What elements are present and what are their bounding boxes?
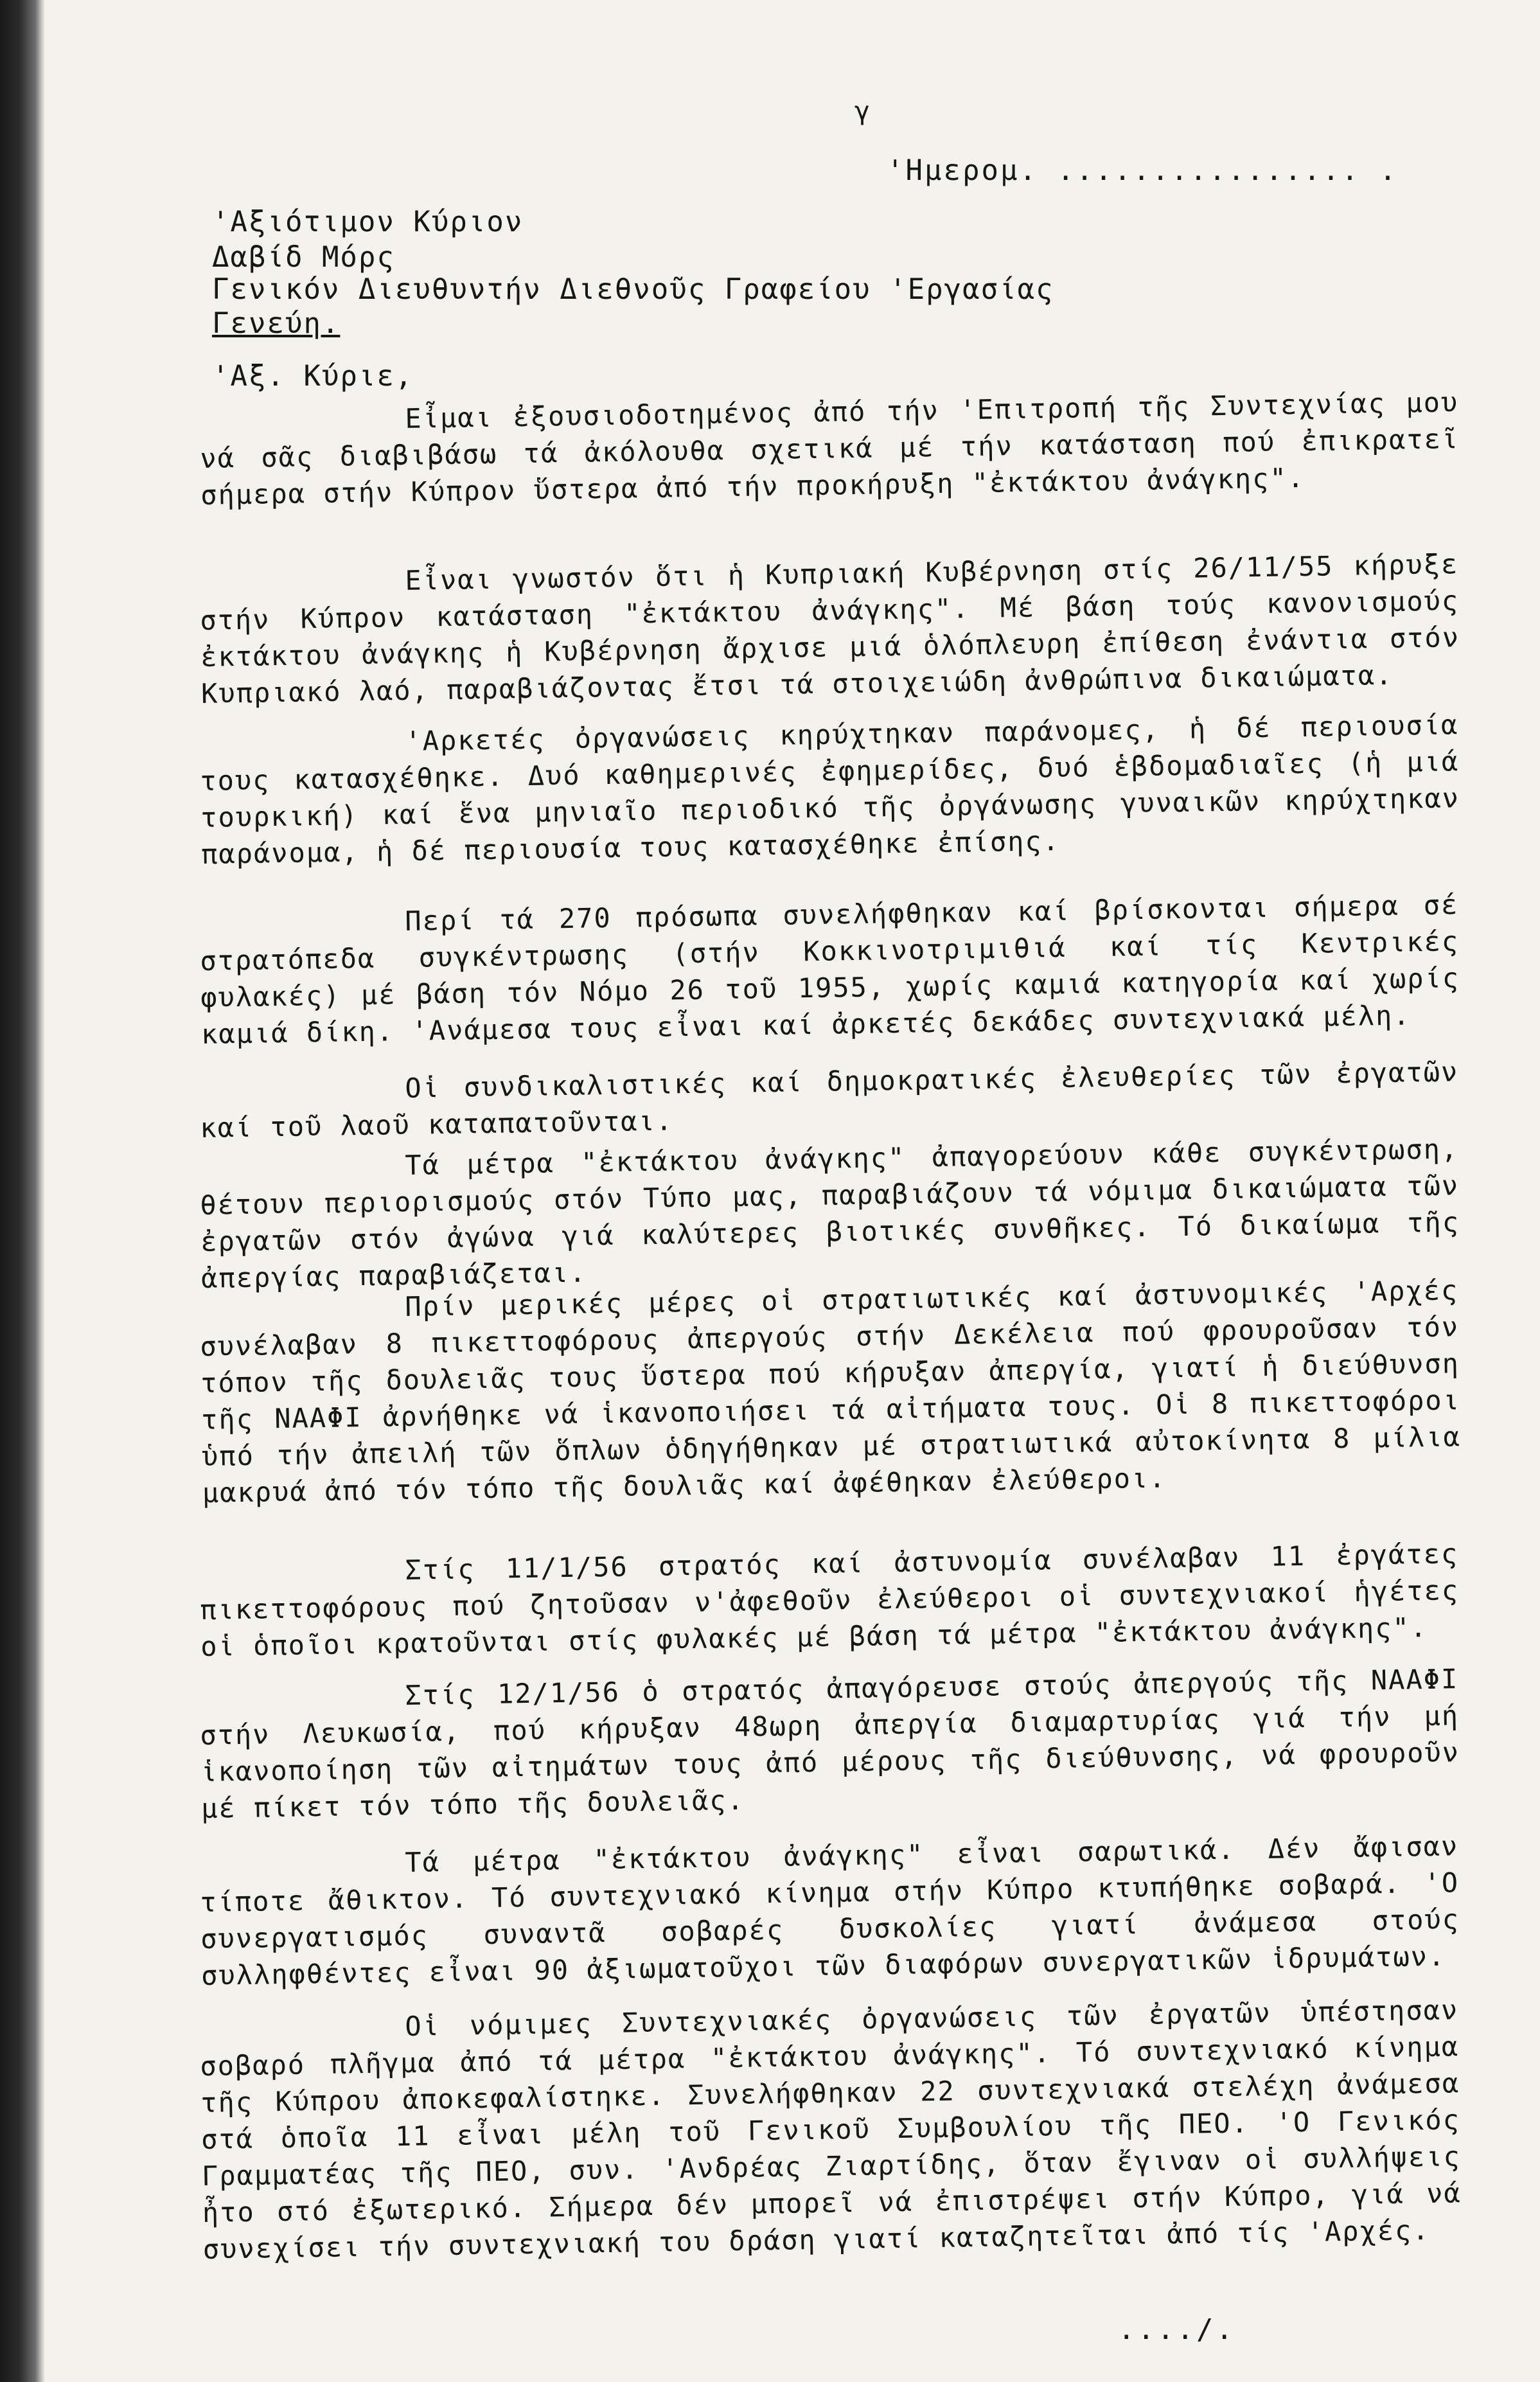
paragraph-9: Στίς 12/1/56 ὁ στρατός ἀπαγόρευσε στούς ἀπεργούς τῆς ΝΑΑΦΙ στήν Λευκωσία, πού κήρυξαν 48ωρη ἀπεργία διαμαρτυρίας γιά τήν μή ἱκανοποίηση τῶν αἰτημάτων τους ἀπό μέρους τῆς διεύθυνσης, νά φρουροῦν μέ πίκετ τόν τόπο τῆς δουλειᾶς. (199, 1663, 1460, 1824)
paragraph-11: Οἱ νόμιμες Συντεχνιακές ὀργανώσεις τῶν ἐργατῶν ὑπέστησαν σοβαρό πλῆγμα ἀπό τά μέτρα "ἐκτάκτου ἀνάγκης". Τό συντεχνιακό κίνημα τῆς Κύπρου ἀποκεφαλίστηκε. Συνελήφθηκαν 22 συντεχνιακά στελέχη ἀνάμεσα στά ὁποῖα 11 εἶναι μέλη τοῦ Γενικοῦ Συμβουλίου τῆς ΠΕΟ. 'Ο Γενικός Γραμματέας τῆς ΠΕΟ, συν. 'Ανδρέας Ζιαρτίδης, ὅταν ἔγιναν οἱ συλλήψεις ἦτο στό ἐξωτερικό. Σήμερα δέν μπορεῖ νά ἐπιστρέψει στήν Κύπρο, γιά νά συνεχίσει τήν συντεχνιακή του δράση γιατί καταζητεῖται ἀπό τίς 'Αρχές. (199, 1994, 1462, 2265)
paragraph-4: Περί τά 270 πρόσωπα συνελήφθηκαν καί βρίσκονται σήμερα σέ στρατόπεδα συγκέντρωσης (στήν Κοκκινοτριμιθιά καί τίς Κεντρικές φυλακές) μέ βάση τόν Νόμο 26 τοῦ 1955, χωρίς καμιά κατηγορία καί χωρίς καμιά δίκη. 'Ανάμεσα τους εἶναι καί ἀρκετές δεκάδες συντεχνιακά μέλη. (199, 889, 1460, 1050)
paragraph-1: Εἶμαι ἐξουσιοδοτημένος ἀπό τήν 'Επιτροπή τῆς Συντεχνίας μου νά σᾶς διαβιβάσω τά ἀκόλουθα σχετικά μέ τήν κατάσταση πού ἐπικρατεῖ σήμερα στήν Κύπρον ὕστερα ἀπό τήν προκήρυξη "ἐκτάκτου ἀνάγκης". (199, 386, 1460, 511)
paragraph-10: Τά μέτρα "ἐκτάκτου ἀνάγκης" εἶναι σαρωτικά. Δέν ἄφισαν τίποτε ἄθικτον. Τό συντεχνιακό κίνημα στήν Κύπρο κτυπήθηκε σοβαρά. 'Ο συνεργατισμός συναντᾶ σοβαρές δυσκολίες γιατί ἀνάμεσα στούς συλληφθέντες εἶναι 90 ἀξιωματοῦχοι τῶν διαφόρων συνεργατικῶν ἱδρυμάτων. (199, 1830, 1460, 1991)
paragraph-8: Στίς 11/1/56 στρατός καί ἀστυνομία συνέλαβαν 11 ἐργάτες πικεττοφόρους πού ζητοῦσαν ν'ἀφεθοῦν ἐλεύθεροι οἱ συντεχνιακοί ἡγέτες οἱ ὁποῖοι κρατοῦνται στίς φυλακές μέ βάση τά μέτρα "ἐκτάκτου ἀνάγκης". (199, 1538, 1460, 1662)
paragraph-7: Πρίν μερικές μέρες οἱ στρατιωτικές καί ἀστυνομικές 'Αρχές συνέλαβαν 8 πικεττοφόρους ἀπεργούς στήν Δεκέλεια πού φρουροῦσαν τόν τόπον τῆς δουλειᾶς τους ὕστερα πού κήρυξαν ἀπεργία, γιατί ἡ διεύθυνση τῆς ΝΑΑΦΙ ἀρνήθηκε νά ἱκανοποιήσει τά αἰτήματα τους. Οἱ 8 πικεττοφόροι ὑπό τήν ἀπειλή τῶν ὅπλων ὁδηγήθηκαν μέ στρατιωτικά αὐτοκίνητα 8 μίλια μακρυά ἀπό τόν τόπο τῆς δουλιᾶς καί ἀφέθηκαν ἐλεύθεροι. (199, 1274, 1462, 1509)
recipient-title: 'Αξιότιμον Κύριον (212, 206, 524, 238)
salutation: 'Αξ. Κύριε, (212, 360, 414, 393)
paragraph-5: Οἱ συνδικαλιστικές καί δημοκρατικές ἐλευθερίες τῶν ἐργατῶν καί τοῦ λαοῦ καταπατοῦνται. (199, 1056, 1459, 1144)
date-line: 'Ημερομ. ................ . (887, 154, 1399, 187)
recipient-name: Δαβίδ Μόρς (212, 241, 395, 274)
paragraph-6: Τά μέτρα "ἐκτάκτου ἀνάγκης" ἀπαγορεύουν κάθε συγκέντρωση, θέτουν περιορισμούς στόν Τύπο μας, παραβιάζουν τά νόμιμα δικαιώματα τῶν ἐργατῶν στόν ἀγώνα γιά καλύτερες βιοτικές συνθῆκες. Τό δικαίωμα τῆς ἀπεργίας παραβιάζεται. (199, 1133, 1460, 1294)
recipient-city: Γενεύη. (212, 307, 341, 340)
paragraph-3: 'Αρκετές ὀργανώσεις κηρύχτηκαν παράνομες, ἡ δέ περιουσία τους κατασχέθηκε. Δυό καθημερινές ἐφημερίδες, δυό ἑβδομαδιαῖες (ἡ μιά τουρκική) καί ἕνα μηνιαῖο περιοδικό τῆς ὀργάνωσης γυναικῶν κηρύχτηκαν παράνομα, ἡ δέ περιουσία τους κατασχέθηκε ἐπίσης. (199, 709, 1460, 870)
recipient-position: Γενικόν Διευθυντήν Διεθνοῦς Γραφείου 'Εργασίας (212, 273, 1054, 306)
page-mark: γ (854, 96, 871, 126)
paragraph-2: Εἶναι γνωστόν ὅτι ἡ Κυπριακή Κυβέρνηση στίς 26/11/55 κήρυξε στήν Κύπρον κατάσταση "ἐκτάκτου ἀνάγκης". Μέ βάση τούς κανονισμούς ἐκτάκτου ἀνάγκης ἡ Κυβέρνηση ἄρχισε μιά ὁλόπλευρη ἐπίθεση ἐνάντια στόν Κυπριακό λαό, παραβιάζοντας ἔτσι τά στοιχειώδη ἀνθρώπινα δικαιώματα. (199, 548, 1460, 709)
continuation-mark: ..../. (1118, 2313, 1235, 2346)
